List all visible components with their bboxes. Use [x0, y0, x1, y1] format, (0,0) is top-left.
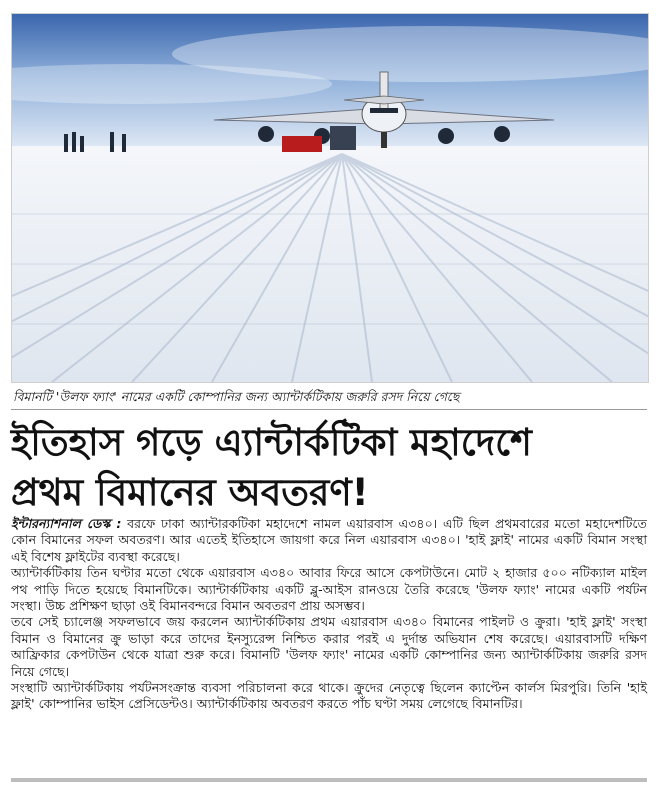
headline-line-1: ইতিহাস গড়ে এ্যান্টার্কটিকা মহাদেশে — [11, 421, 532, 464]
article-paragraph-1-text: বরফে ঢাকা অ্যান্টারকটিকা মহাদেশে নামল এয়ারবাস এ৩৪০। এটি ছিল প্রথমবারের মতো মহাদেশটিতে কোন বিমানের সফল অবতরণ। আর এতেই ইতিহাসে জায়গা করে নিল এয়ারবাস এ৩৪০। 'হাই ফ্লাই' নামের একটি বিমান সংস্থা এই বিশেষ ফ্লাইটের ব্যবস্থা করেছে। — [11, 516, 647, 564]
headline-line-2: প্রথম বিমানের অবতরণ! — [11, 471, 369, 514]
photo-caption — [11, 386, 647, 408]
bottom-border — [11, 778, 647, 782]
photo-caption-text: বিমানটি 'উলফ ফ্যাং' নামের একটি কোম্পানির জন্য অ্যান্টার্কটিকায় জরুরি রসদ নিয়ে গেছে — [13, 389, 460, 404]
article-paragraph-1 — [11, 516, 647, 565]
airplane-on-ice-photo-icon — [12, 14, 648, 382]
article-paragraph-2: অ্যান্টার্কটিকায় তিন ঘণ্টার মতো থেকে এয়ারবাস এ৩৪০ আবার ফিরে আসে কেপটাউনে। মোট ২ হাজার ৫০০ নটিক্যাল মাইল পথ পাড়ি দিতে হয়েছে বিমানটিকে। অ্যান্টার্কটিকায় একটি ব্লু-আইস রানওয়ে তৈরি করেছে 'উলফ ফ্যাং' নামের একটি পর্যটন সংস্থা। উচ্চ প্রশিক্ষণ ছাড়া ওই বিমানবন্দরে বিমান অবতরণ প্রায় অসম্ভব। — [11, 565, 647, 614]
article-dateline: ইন্টারন্যাশনাল ডেস্ক : — [11, 516, 122, 531]
article-paragraph-3: তবে সেই চ্যালেঞ্জ সফলভাবে জয় করলেন অ্যান্টার্কটিকায় প্রথম এয়ারবাস এ৩৪০ বিমানের পাইলট ও ক্রুরা। 'হাই ফ্লাই' সংস্থা বিমান ও বিমানের ক্রু ভাড়া করে তাদের ইনস্যুরেন্স নিশ্চিত করার পরই এ দুর্দান্ত অভিযান শেষ করেছে। এয়ারবাসটি দক্ষিণ আফ্রিকার কেপটাউন থেকে যাত্রা শুরু করে। বিমানটি 'উলফ ফ্যাং' নামের একটি কোম্পানির জন্য অ্যান্টার্কটিকায় জরুরি রসদ নিয়ে গেছে। — [11, 614, 647, 679]
caption-divider — [11, 409, 647, 410]
article-paragraph-4: সংস্থাটি অ্যান্টার্কটিকায় পর্যটনসংক্রান্ত ব্যবসা পরিচালনা করে থাকে। ক্রুদের নেতৃত্বে ছিলেন ক্যাপ্টেন কার্লস মিরপুরি। তিনি 'হাই ফ্লাই' কোম্পানির ভাইস প্রেসিডেন্টও। অ্যান্টার্কটিকায় অবতরণ করতে পাঁচ ঘণ্টা সময় লেগেছে বিমানটির। — [11, 680, 647, 712]
article-photo — [11, 13, 649, 383]
article-headline — [11, 418, 647, 518]
article-body — [11, 516, 647, 713]
